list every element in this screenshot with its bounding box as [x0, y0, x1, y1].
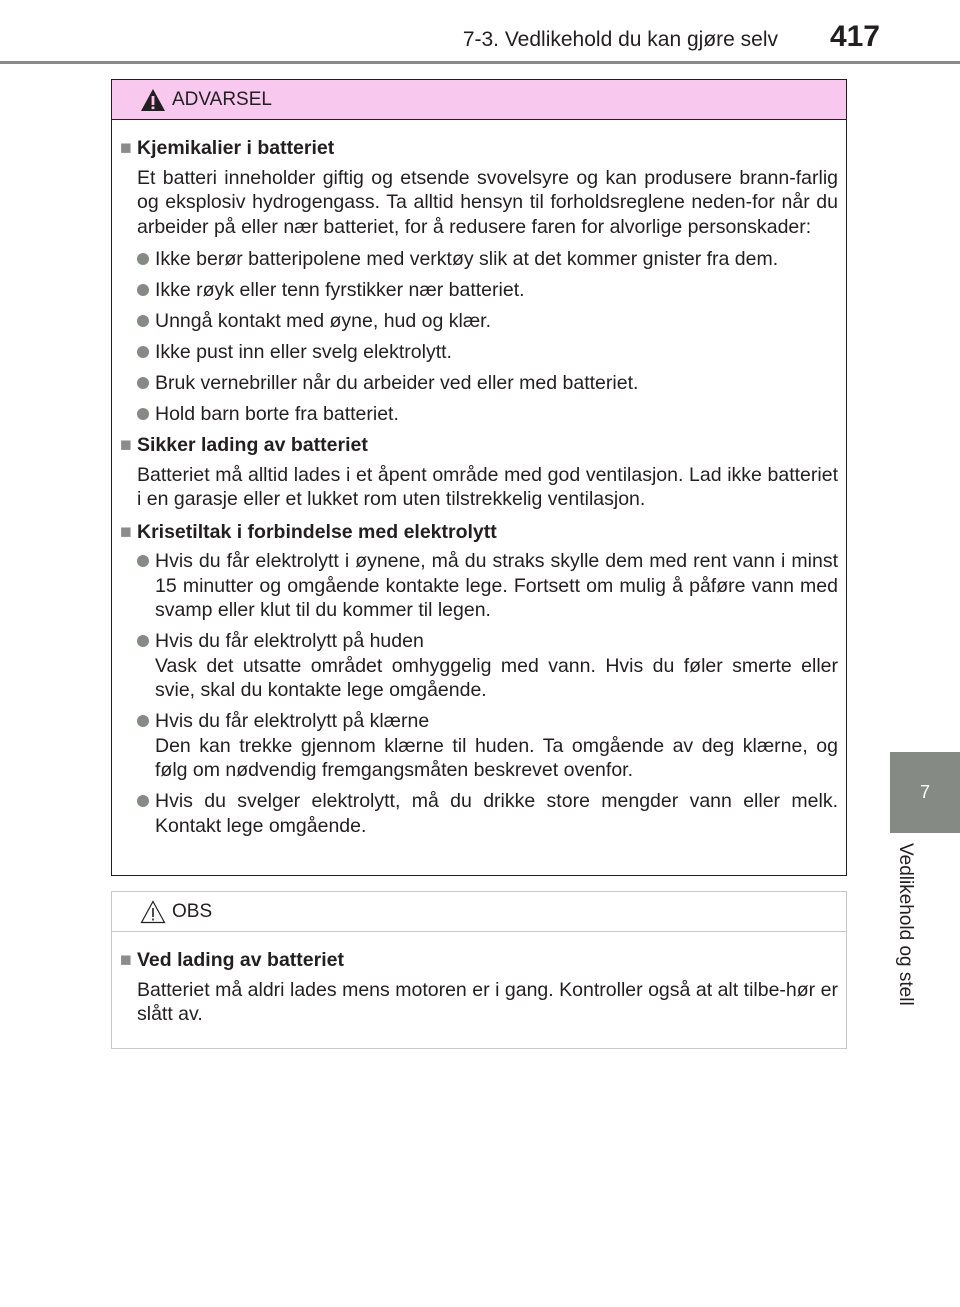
warning-header: [112, 80, 846, 120]
heading-text: Krisetiltak i forbindelse med elektrolytt: [137, 520, 497, 543]
list-item-lead: Hvis du får elektrolytt på klærne: [155, 710, 430, 732]
caution-triangle-icon: [140, 900, 166, 924]
list-item-text: Ikke berør batteripolene med verktøy slik at det kommer gnister fra dem.: [155, 248, 779, 270]
square-bullet-icon: ■: [120, 434, 132, 456]
list-item: [120, 278, 838, 303]
warning-box: [111, 79, 847, 876]
notice-title: OBS: [172, 900, 213, 922]
section-title: 7-3. Vedlikehold du kan gjøre selv: [462, 28, 778, 51]
list-item-text: [155, 709, 838, 783]
warning-title: ADVARSEL: [172, 88, 272, 110]
circle-bullet-icon: [137, 795, 149, 807]
list-item-text: Hvis du svelger elektrolytt, må du drikke store mengder vann eller melk. Kontakt lege omgående.: [155, 790, 838, 837]
list-item: [120, 402, 838, 427]
list-item: [120, 709, 838, 783]
list-item: [120, 309, 838, 334]
section-paragraph: Et batteri inneholder giftig og etsende svovelsyre og kan produsere brann-farlig og eksplosiv hydrogengass. Ta alltid hensyn til forholdsreglene neden-for når du arbeider på eller nær batteriet, for å redusere faren for alvorlige personskader:: [137, 166, 838, 238]
heading-text: Ved lading av batteriet: [137, 949, 344, 971]
circle-bullet-icon: [137, 346, 149, 358]
notice-header: [112, 892, 846, 932]
list-item-text: [155, 629, 838, 703]
chapter-tab: [890, 752, 960, 833]
circle-bullet-icon: [137, 555, 149, 567]
page-header: [0, 0, 960, 64]
circle-bullet-icon: [137, 284, 149, 296]
circle-bullet-icon: [137, 377, 149, 389]
warning-triangle-icon: [140, 88, 166, 112]
square-bullet-icon: ■: [120, 520, 132, 543]
list-item-text: Ikke pust inn eller svelg elektrolytt.: [155, 341, 452, 363]
list-item: [120, 340, 838, 365]
section-heading: [120, 520, 838, 545]
section-paragraph: Batteriet må alltid lades i et åpent område med god ventilasjon. Lad ikke batteriet i en garasje eller et lukket rom uten tilstrekkelig ventilasjon.: [137, 463, 838, 510]
warning-body: [112, 120, 846, 838]
square-bullet-icon: ■: [120, 949, 132, 971]
section-heading: [120, 136, 838, 161]
notice-box: [111, 891, 847, 1049]
list-item-lead: Hvis du får elektrolytt på huden: [155, 630, 424, 652]
list-item-text: Bruk vernebriller når du arbeider ved eller med batteriet.: [155, 372, 639, 394]
heading-text: Sikker lading av batteriet: [137, 434, 368, 456]
list-item-text: Ikke røyk eller tenn fyrstikker nær batteriet.: [155, 279, 525, 301]
page-number: 417: [829, 20, 880, 53]
circle-bullet-icon: [137, 408, 149, 420]
list-item: [120, 371, 838, 396]
section-heading: [120, 433, 838, 458]
list-item: [120, 789, 838, 838]
circle-bullet-icon: [137, 315, 149, 327]
notice-body: [112, 932, 846, 1027]
list-item-detail: Den kan trekke gjennom klærne til huden. Ta omgående av deg klærne, og følg om nødvendig fremgangsmåten beskrevet ovenfor.: [155, 734, 838, 781]
circle-bullet-icon: [137, 635, 149, 647]
square-bullet-icon: ■: [120, 137, 132, 159]
list-item-text: Hold barn borte fra batteriet.: [155, 403, 399, 425]
list-item: [120, 247, 838, 272]
list-item: [120, 629, 838, 703]
list-item-detail: Vask det utsatte området omhyggelig med vann. Hvis du føler smerte eller svie, skal du kontakte lege omgående.: [155, 654, 838, 701]
chapter-number: 7: [919, 782, 930, 802]
list-item-text: Hvis du får elektrolytt i øynene, må du straks skylle dem med rent vann i minst 15 minutter og omgående kontakte lege. Fortsett om mulig å påføre vann med svamp eller klut til du kommer til legen.: [155, 550, 838, 621]
section-paragraph: Batteriet må aldri lades mens motoren er i gang. Kontroller også at alt tilbe-hør er slått av.: [137, 978, 838, 1025]
circle-bullet-icon: [137, 715, 149, 727]
heading-text: Kjemikalier i batteriet: [137, 137, 335, 159]
list-item: [120, 549, 838, 623]
header-rule: [0, 61, 960, 64]
circle-bullet-icon: [137, 253, 149, 265]
chapter-title: Vedlikehold og stell: [895, 843, 916, 1006]
list-item-text: Unngå kontakt med øyne, hud og klær.: [155, 310, 492, 332]
section-heading: [120, 948, 838, 973]
